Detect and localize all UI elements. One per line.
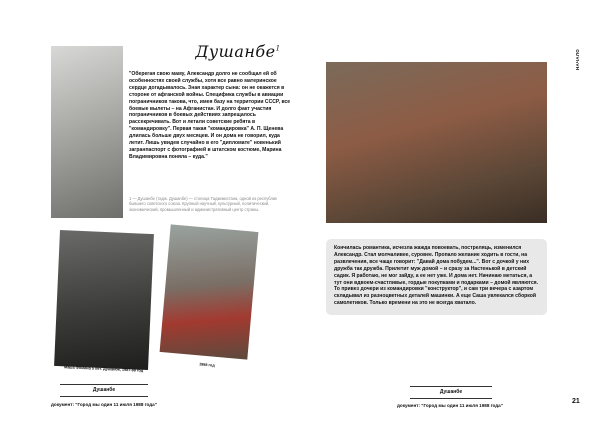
- photo-caption-1: Маша Фомина 5 лет. Душанбе, 1987-88 год: [63, 365, 144, 373]
- credit-rule-right-bottom: [410, 398, 492, 399]
- page-title: Душанбе$^1$: [195, 42, 281, 61]
- photo-mother-and-child: [51, 46, 123, 218]
- credit-doc-right: документ: "Город мы один 11 июля 1988 года": [397, 403, 503, 408]
- credit-rule-left-bottom: [60, 396, 148, 397]
- credit-name-left: Душанбе: [92, 387, 116, 393]
- photo-two-children: [160, 224, 259, 359]
- title-footnote-marker: 1: [275, 44, 281, 53]
- footnote: 1 — Душанбе (тадж. Душанбе) — столица Таджикистана, одной из республик бывшего советского союза. Крупный научный, культурный, политический, экономический, промышленный и административный центр страны.: [129, 196, 277, 212]
- credit-name-right: Душанбе: [439, 389, 463, 395]
- section-label: НАЧАЛО: [575, 48, 580, 70]
- story-text-box: Кончилась романтика, исчезла жажда повоевать, постреляць, изменился Александр. Стал молчаливее, суровее. Пропало желание ходить в гости, на развлечения, все чаще говорит: "Давай дома побудем...". Вот с дочкой у них дружба так дружба. Прилетит муж домой – и сразу за Настенькой в детский садик. Я работаю, не мог зайду, а ее нет уже. И дома нет. Начинаю метаться, а тут они вдвоем-счастливые, гордые покупками и подарками – домой являются. То привез дочери из командировки "конструктор", и сам три вечера с азартом складывал из разноцветных деталей машинки. А еще Саша увлекался сборкой самолетиков. Только времени на это не всегда хватало.: [326, 239, 547, 315]
- credit-rule-left: [60, 384, 148, 385]
- page-number: 21: [572, 398, 580, 405]
- photo-family-portrait: [326, 62, 547, 223]
- photo-caption-2: 1988 год: [198, 362, 215, 368]
- quote-text: "Оберегая свою маму, Александр долго не сообщал ей об особенностях своей службы, хотя все равно материнское сердце догадывалось. Зная характер сына: он не окажется в стороне от афганской войны. Специфика службы в авиации пограничников такова, что, имея базу на территории СССР, все боевые вылеты – на Афганистан. И долго факт участия пограничников в боевых действиях запрещалось рассекречивать. Вот и летали советские ребята в "командировку". Первая такая "командировка" А. П. Щенева длилась больше двух месяцев. И он дома не говорил, куда летит. Лишь увидев случайно в его "дипломате" новенький загранпаспорт с фотографией в штатском костюме, Марина Владимировна поняла – куда.": [129, 71, 291, 160]
- credit-doc-left: документ: "Город мы один 11 июля 1988 года": [51, 402, 157, 407]
- photo-child-with-backpack: [54, 230, 154, 373]
- credit-rule-right: [410, 386, 492, 387]
